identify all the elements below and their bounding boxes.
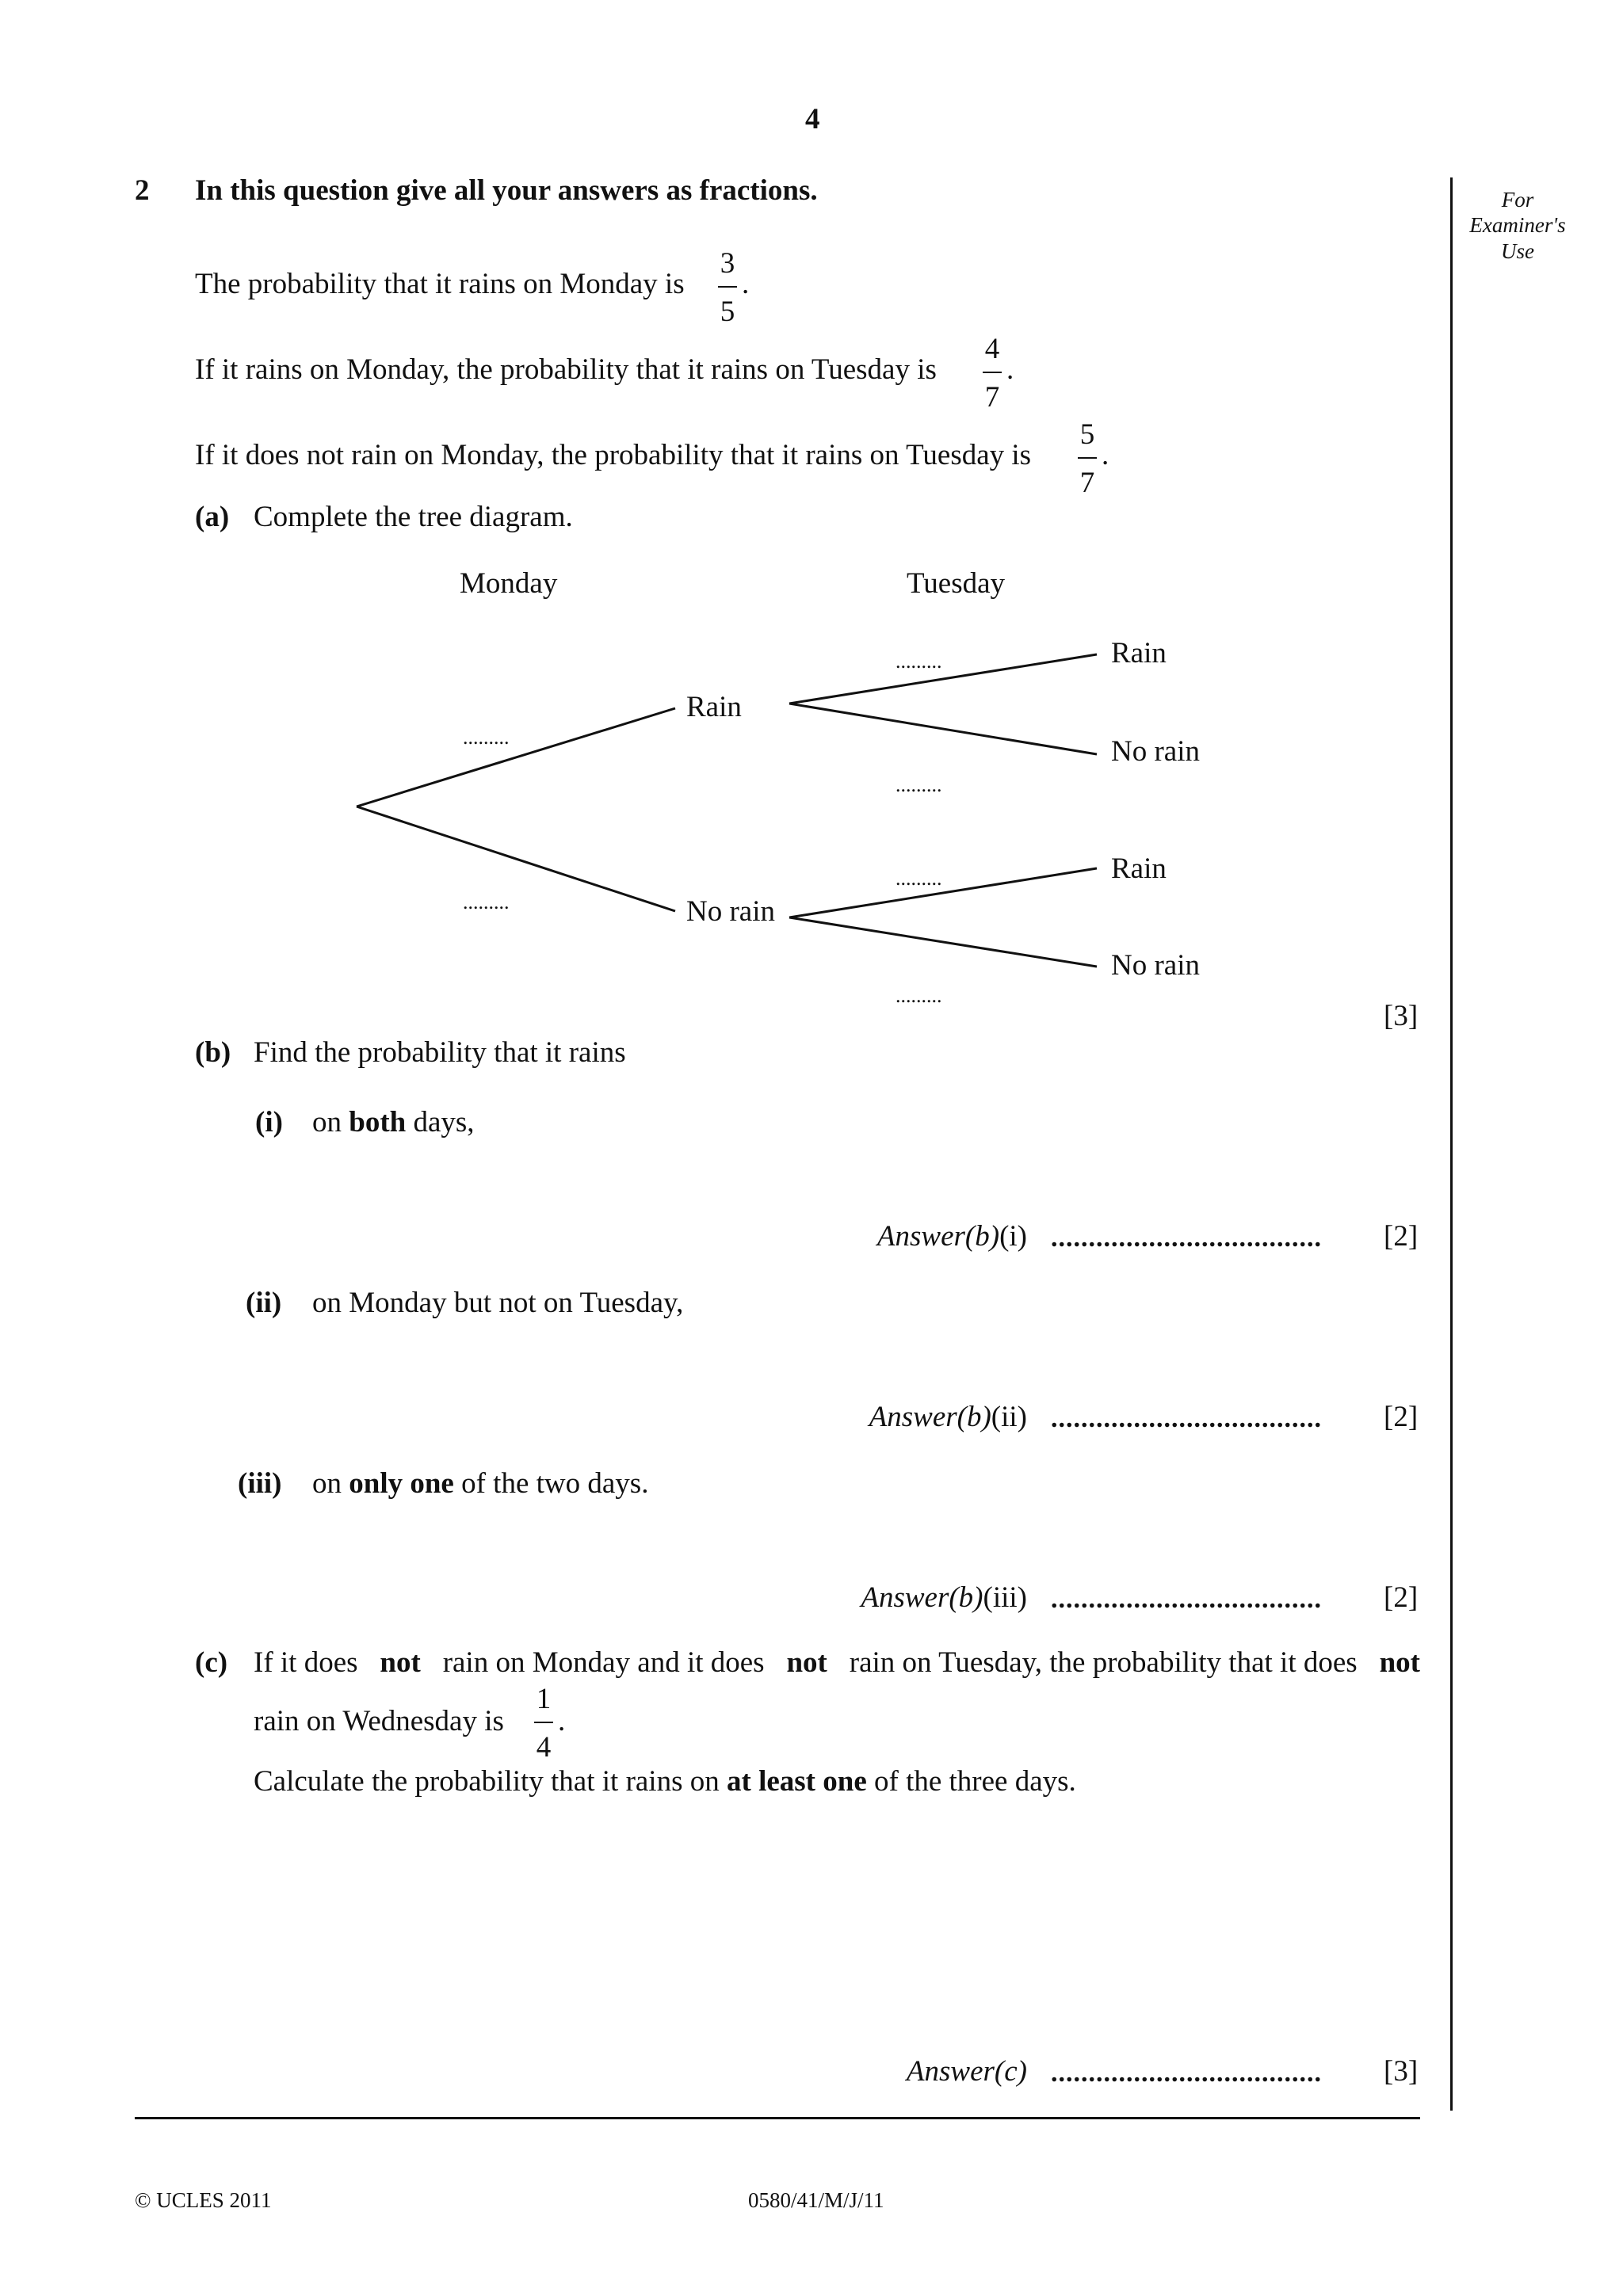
probability-monday-text: The probability that it rains on Monday is xyxy=(195,268,685,300)
fraction-numerator: 1 xyxy=(536,1683,552,1715)
blank-tuesday-no-rain-1[interactable]: ......... xyxy=(896,773,942,796)
branch-tuesday-no-rain-after-rain xyxy=(789,704,1097,754)
branch-tuesday-no-rain-after-no-rain xyxy=(789,917,1097,967)
text: on xyxy=(312,1467,342,1500)
answer-c-field[interactable]: .................................... xyxy=(1051,2058,1322,2088)
fraction-numerator: 3 xyxy=(720,247,735,280)
question-instruction: In this question give all your answers as fractions. xyxy=(195,174,818,207)
part-b-iii-marks: [2] xyxy=(1384,1581,1419,1614)
part-c-line2: rain on Wednesday is xyxy=(254,1705,504,1737)
part-b-i-label: (i) xyxy=(255,1106,283,1138)
tree-node-monday-rain: Rain xyxy=(686,691,742,723)
fraction-one-quarter xyxy=(528,1684,559,1762)
part-c-line1 xyxy=(254,1648,1420,1677)
tree-node-tuesday-rain-2: Rain xyxy=(1111,852,1167,885)
answer-suffix: (i) xyxy=(999,1220,1027,1253)
text: Calculate the probability that it rains on xyxy=(254,1765,720,1798)
emphasis: at least one xyxy=(727,1765,867,1798)
fraction-numerator: 5 xyxy=(1079,418,1095,451)
fraction-denominator: 4 xyxy=(536,1731,552,1764)
blank-monday-rain[interactable]: ......... xyxy=(463,726,510,749)
emphasis: only one xyxy=(349,1467,454,1500)
answer-b-iii-label xyxy=(792,1583,1027,1612)
branch-tuesday-rain-after-rain xyxy=(789,654,1097,704)
footer-rule xyxy=(135,2117,1420,2119)
tree-node-monday-no-rain: No rain xyxy=(686,895,775,928)
emphasis-not: not xyxy=(1379,1646,1420,1679)
branch-monday-no-rain xyxy=(357,807,675,911)
blank-tuesday-rain-1[interactable]: ......... xyxy=(896,650,942,673)
text: days, xyxy=(413,1106,475,1138)
part-b-text: Find the probability that it rains xyxy=(254,1036,626,1069)
page-number: 4 xyxy=(805,103,820,135)
part-c-label: (c) xyxy=(195,1646,228,1679)
period: . xyxy=(558,1705,566,1737)
text: of the three days. xyxy=(874,1765,1076,1798)
blank-monday-no-rain[interactable]: ......... xyxy=(463,891,510,913)
part-b-iii-label: (iii) xyxy=(238,1467,282,1500)
text: rain on Tuesday, the probability that it does xyxy=(849,1646,1358,1679)
part-a-marks: [3] xyxy=(1384,1000,1419,1032)
answer-label: Answer(b) xyxy=(869,1401,991,1433)
tree-node-tuesday-no-rain-2: No rain xyxy=(1111,949,1200,982)
answer-label: Answer(b) xyxy=(876,1220,1000,1253)
tree-header-monday: Monday xyxy=(460,567,558,600)
answer-b-iii-field[interactable]: .................................... xyxy=(1051,1585,1322,1614)
answer-suffix: (ii) xyxy=(991,1401,1027,1433)
part-a-label: (a) xyxy=(195,501,230,533)
footer-copyright: © UCLES 2011 xyxy=(135,2188,272,2212)
tree-node-tuesday-no-rain-1: No rain xyxy=(1111,735,1200,768)
question-number: 2 xyxy=(135,174,150,207)
text: rain on Monday and it does xyxy=(442,1646,765,1679)
answer-c-label: Answer(c) xyxy=(906,2055,1027,2088)
answer-label: Answer(b) xyxy=(861,1581,983,1614)
text: on xyxy=(312,1106,342,1138)
part-b-i-marks: [2] xyxy=(1384,1220,1419,1253)
tree-header-tuesday: Tuesday xyxy=(907,567,1006,600)
tree-node-tuesday-rain-1: Rain xyxy=(1111,637,1167,669)
part-b-iii-text xyxy=(312,1469,648,1498)
fraction-bar xyxy=(534,1722,553,1723)
emphasis-not: not xyxy=(380,1646,421,1679)
examiner-use-label: For Examiner's Use xyxy=(1469,188,1566,263)
text: of the two days. xyxy=(461,1467,649,1500)
text: If it does xyxy=(254,1646,358,1679)
probability-tuesday-if-no-rain-text: If it does not rain on Monday, the probability that it rains on Tuesday is xyxy=(195,439,1032,471)
part-a-text: Complete the tree diagram. xyxy=(254,501,573,533)
period: . xyxy=(742,268,750,300)
probability-tuesday-if-rain-text: If it rains on Monday, the probability that it rains on Tuesday is xyxy=(195,353,937,386)
answer-suffix: (iii) xyxy=(983,1581,1027,1614)
period: . xyxy=(1006,353,1014,386)
emphasis: both xyxy=(349,1106,407,1138)
blank-tuesday-no-rain-2[interactable]: ......... xyxy=(896,984,942,1007)
part-c-calc-text xyxy=(254,1767,1076,1796)
answer-b-i-field[interactable]: .................................... xyxy=(1051,1223,1322,1253)
part-b-i-text xyxy=(312,1108,475,1137)
fraction-denominator: 7 xyxy=(984,381,1000,414)
emphasis-not: not xyxy=(786,1646,827,1679)
branch-monday-rain xyxy=(357,708,675,807)
answer-b-ii-label xyxy=(792,1402,1027,1432)
fraction-numerator: 4 xyxy=(984,333,1000,365)
fraction-denominator: 5 xyxy=(720,296,735,328)
footer-code: 0580/41/M/J/11 xyxy=(748,2188,884,2212)
part-c-marks: [3] xyxy=(1384,2055,1419,2088)
part-b-ii-text: on Monday but not on Tuesday, xyxy=(312,1287,684,1319)
branch-tuesday-rain-after-no-rain xyxy=(789,868,1097,917)
answer-b-i-label xyxy=(792,1222,1027,1251)
part-b-ii-marks: [2] xyxy=(1384,1401,1419,1433)
fraction-denominator: 7 xyxy=(1079,467,1095,499)
blank-tuesday-rain-2[interactable]: ......... xyxy=(896,867,942,890)
part-b-ii-label: (ii) xyxy=(246,1287,282,1319)
period: . xyxy=(1102,439,1109,471)
answer-b-ii-field[interactable]: .................................... xyxy=(1051,1404,1322,1433)
part-b-label: (b) xyxy=(195,1036,231,1069)
